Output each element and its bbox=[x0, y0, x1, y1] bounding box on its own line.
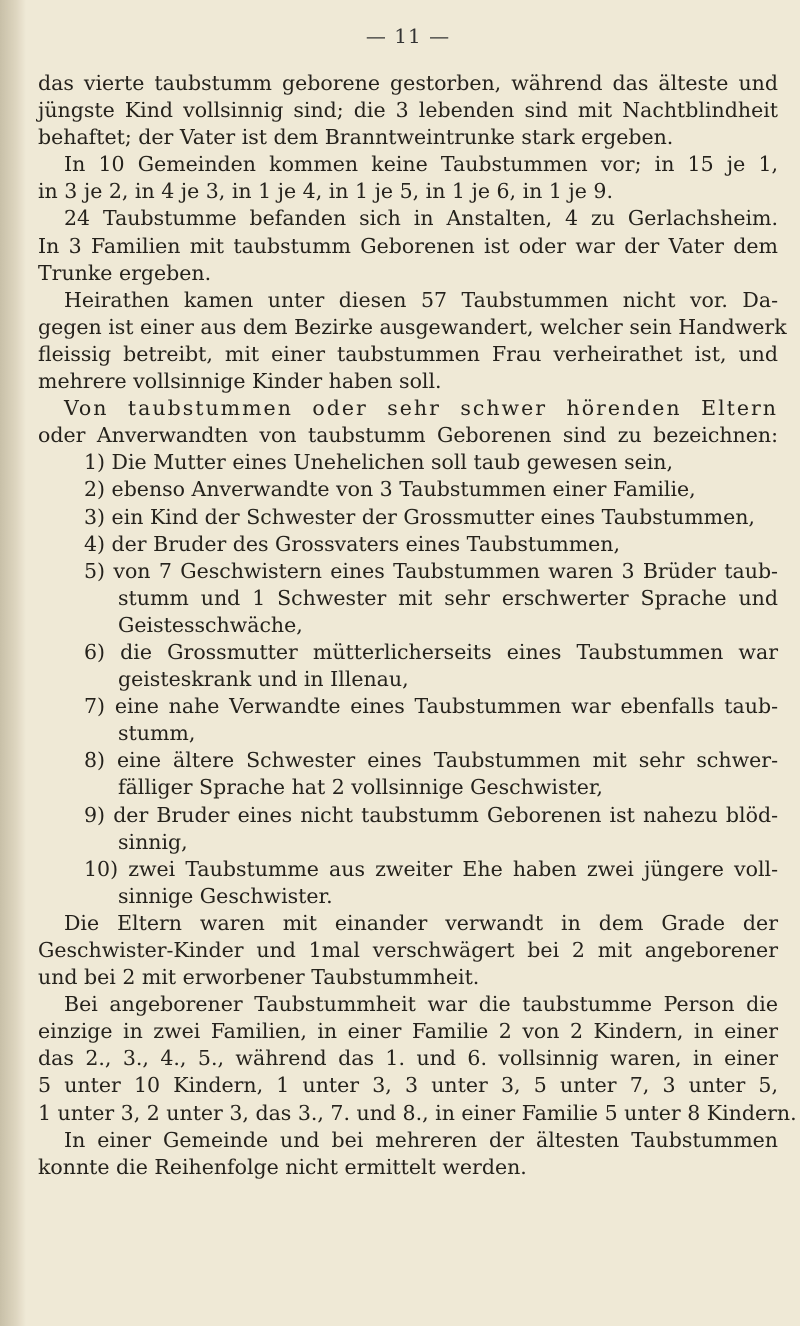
text-line: 4) der Bruder des Grossvaters eines Taubstummen, bbox=[84, 531, 621, 556]
body-text bbox=[38, 70, 797, 1181]
text-line: 9) der Bruder eines nicht taubstumm Geborenen ist nahezu blöd- bbox=[84, 802, 778, 827]
text-line: fälliger Sprache hat 2 vollsinnige Geschwister, bbox=[118, 775, 603, 800]
text-line: in 3 je 2, in 4 je 3, in 1 je 4, in 1 je 5, in 1 je 6, in 1 je 9. bbox=[38, 179, 613, 204]
text-line: Von taubstummen oder sehr schwer hörenden Eltern bbox=[64, 396, 778, 421]
text-line: das vierte taubstumm geborene gestorben, während das älteste und bbox=[38, 71, 778, 95]
text-line: jüngste Kind vollsinnig sind; die 3 lebenden sind mit Nachtblindheit bbox=[38, 98, 778, 123]
text-line: In einer Gemeinde und bei mehreren der ältesten Taubstummen bbox=[64, 1127, 778, 1152]
text-line: 2) ebenso Anverwandte von 3 Taubstummen einer Familie, bbox=[84, 477, 696, 502]
document-page bbox=[38, 24, 797, 1181]
text-line: Heirathen kamen unter diesen 57 Taubstummen nicht vor. Da- bbox=[64, 287, 778, 312]
text-line: fleissig betreibt, mit einer taubstummen Frau verheirathet ist, und bbox=[38, 341, 778, 366]
text-line: 5 unter 10 Kindern, 1 unter 3, 3 unter 3, 5 unter 7, 3 unter 5, bbox=[38, 1073, 778, 1098]
text-line: geisteskrank und in Illenau, bbox=[118, 667, 409, 692]
text-line: 7) eine nahe Verwandte eines Taubstummen war ebenfalls taub- bbox=[84, 694, 778, 719]
text-line: gegen ist einer aus dem Bezirke ausgewandert, welcher sein Handwerk bbox=[38, 314, 787, 339]
text-line: stumm und 1 Schwester mit sehr erschwerter Sprache und bbox=[118, 585, 778, 610]
text-line: Trunke ergeben. bbox=[38, 260, 212, 285]
text-line: mehrere vollsinnige Kinder haben soll. bbox=[38, 369, 442, 394]
text-line: konnte die Reihenfolge nicht ermittelt werden. bbox=[38, 1154, 527, 1179]
page-number: — 11 — bbox=[365, 24, 451, 48]
text-line: 3) ein Kind der Schwester der Grossmutter eines Taubstummen, bbox=[84, 504, 755, 529]
text-line: oder Anverwandten von taubstumm Geborenen sind zu bezeichnen: bbox=[38, 423, 778, 448]
text-line: In 3 Familien mit taubstumm Geborenen ist oder war der Vater dem bbox=[38, 233, 778, 258]
text-line: Bei angeborener Taubstummheit war die taubstumme Person die bbox=[64, 992, 778, 1017]
text-line: Die Eltern waren mit einander verwandt in dem Grade der bbox=[64, 910, 778, 935]
text-line: Geistesschwäche, bbox=[118, 612, 303, 637]
text-line: In 10 Gemeinden kommen keine Taubstummen vor; in 15 je 1, bbox=[64, 152, 778, 177]
text-line: 1) Die Mutter eines Unehelichen soll taub gewesen sein, bbox=[84, 450, 673, 475]
text-line: und bei 2 mit erworbener Taubstummheit. bbox=[38, 965, 480, 990]
text-line: 10) zwei Taubstumme aus zweiter Ehe haben zwei jüngere voll- bbox=[84, 856, 778, 881]
text-line: stumm, bbox=[118, 721, 196, 746]
text-line: sinnige Geschwister. bbox=[118, 883, 333, 908]
text-line: 5) von 7 Geschwistern eines Taubstummen waren 3 Brüder taub- bbox=[84, 558, 778, 583]
text-line: behaftet; der Vater ist dem Branntweintrunke stark ergeben. bbox=[38, 125, 674, 150]
book-gutter-shadow bbox=[0, 0, 26, 1326]
text-line: einzige in zwei Familien, in einer Familie 2 von 2 Kindern, in einer bbox=[38, 1019, 778, 1044]
text-line: 8) eine ältere Schwester eines Taubstummen mit sehr schwer- bbox=[84, 748, 778, 773]
text-line: 24 Taubstumme befanden sich in Anstalten, 4 zu Gerlachsheim. bbox=[64, 206, 778, 231]
text-line: sinnig, bbox=[118, 829, 188, 854]
text-line: 6) die Grossmutter mütterlicherseits eines Taubstummen war bbox=[84, 639, 778, 664]
text-line: Geschwister-Kinder und 1mal verschwägert bei 2 mit angeborener bbox=[38, 938, 778, 962]
text-line: das 2., 3., 4., 5., während das 1. und 6. vollsinnig waren, in einer bbox=[38, 1046, 778, 1071]
text-line: 1 unter 3, 2 unter 3, das 3., 7. und 8., in einer Familie 5 unter 8 Kindern. bbox=[38, 1100, 797, 1125]
